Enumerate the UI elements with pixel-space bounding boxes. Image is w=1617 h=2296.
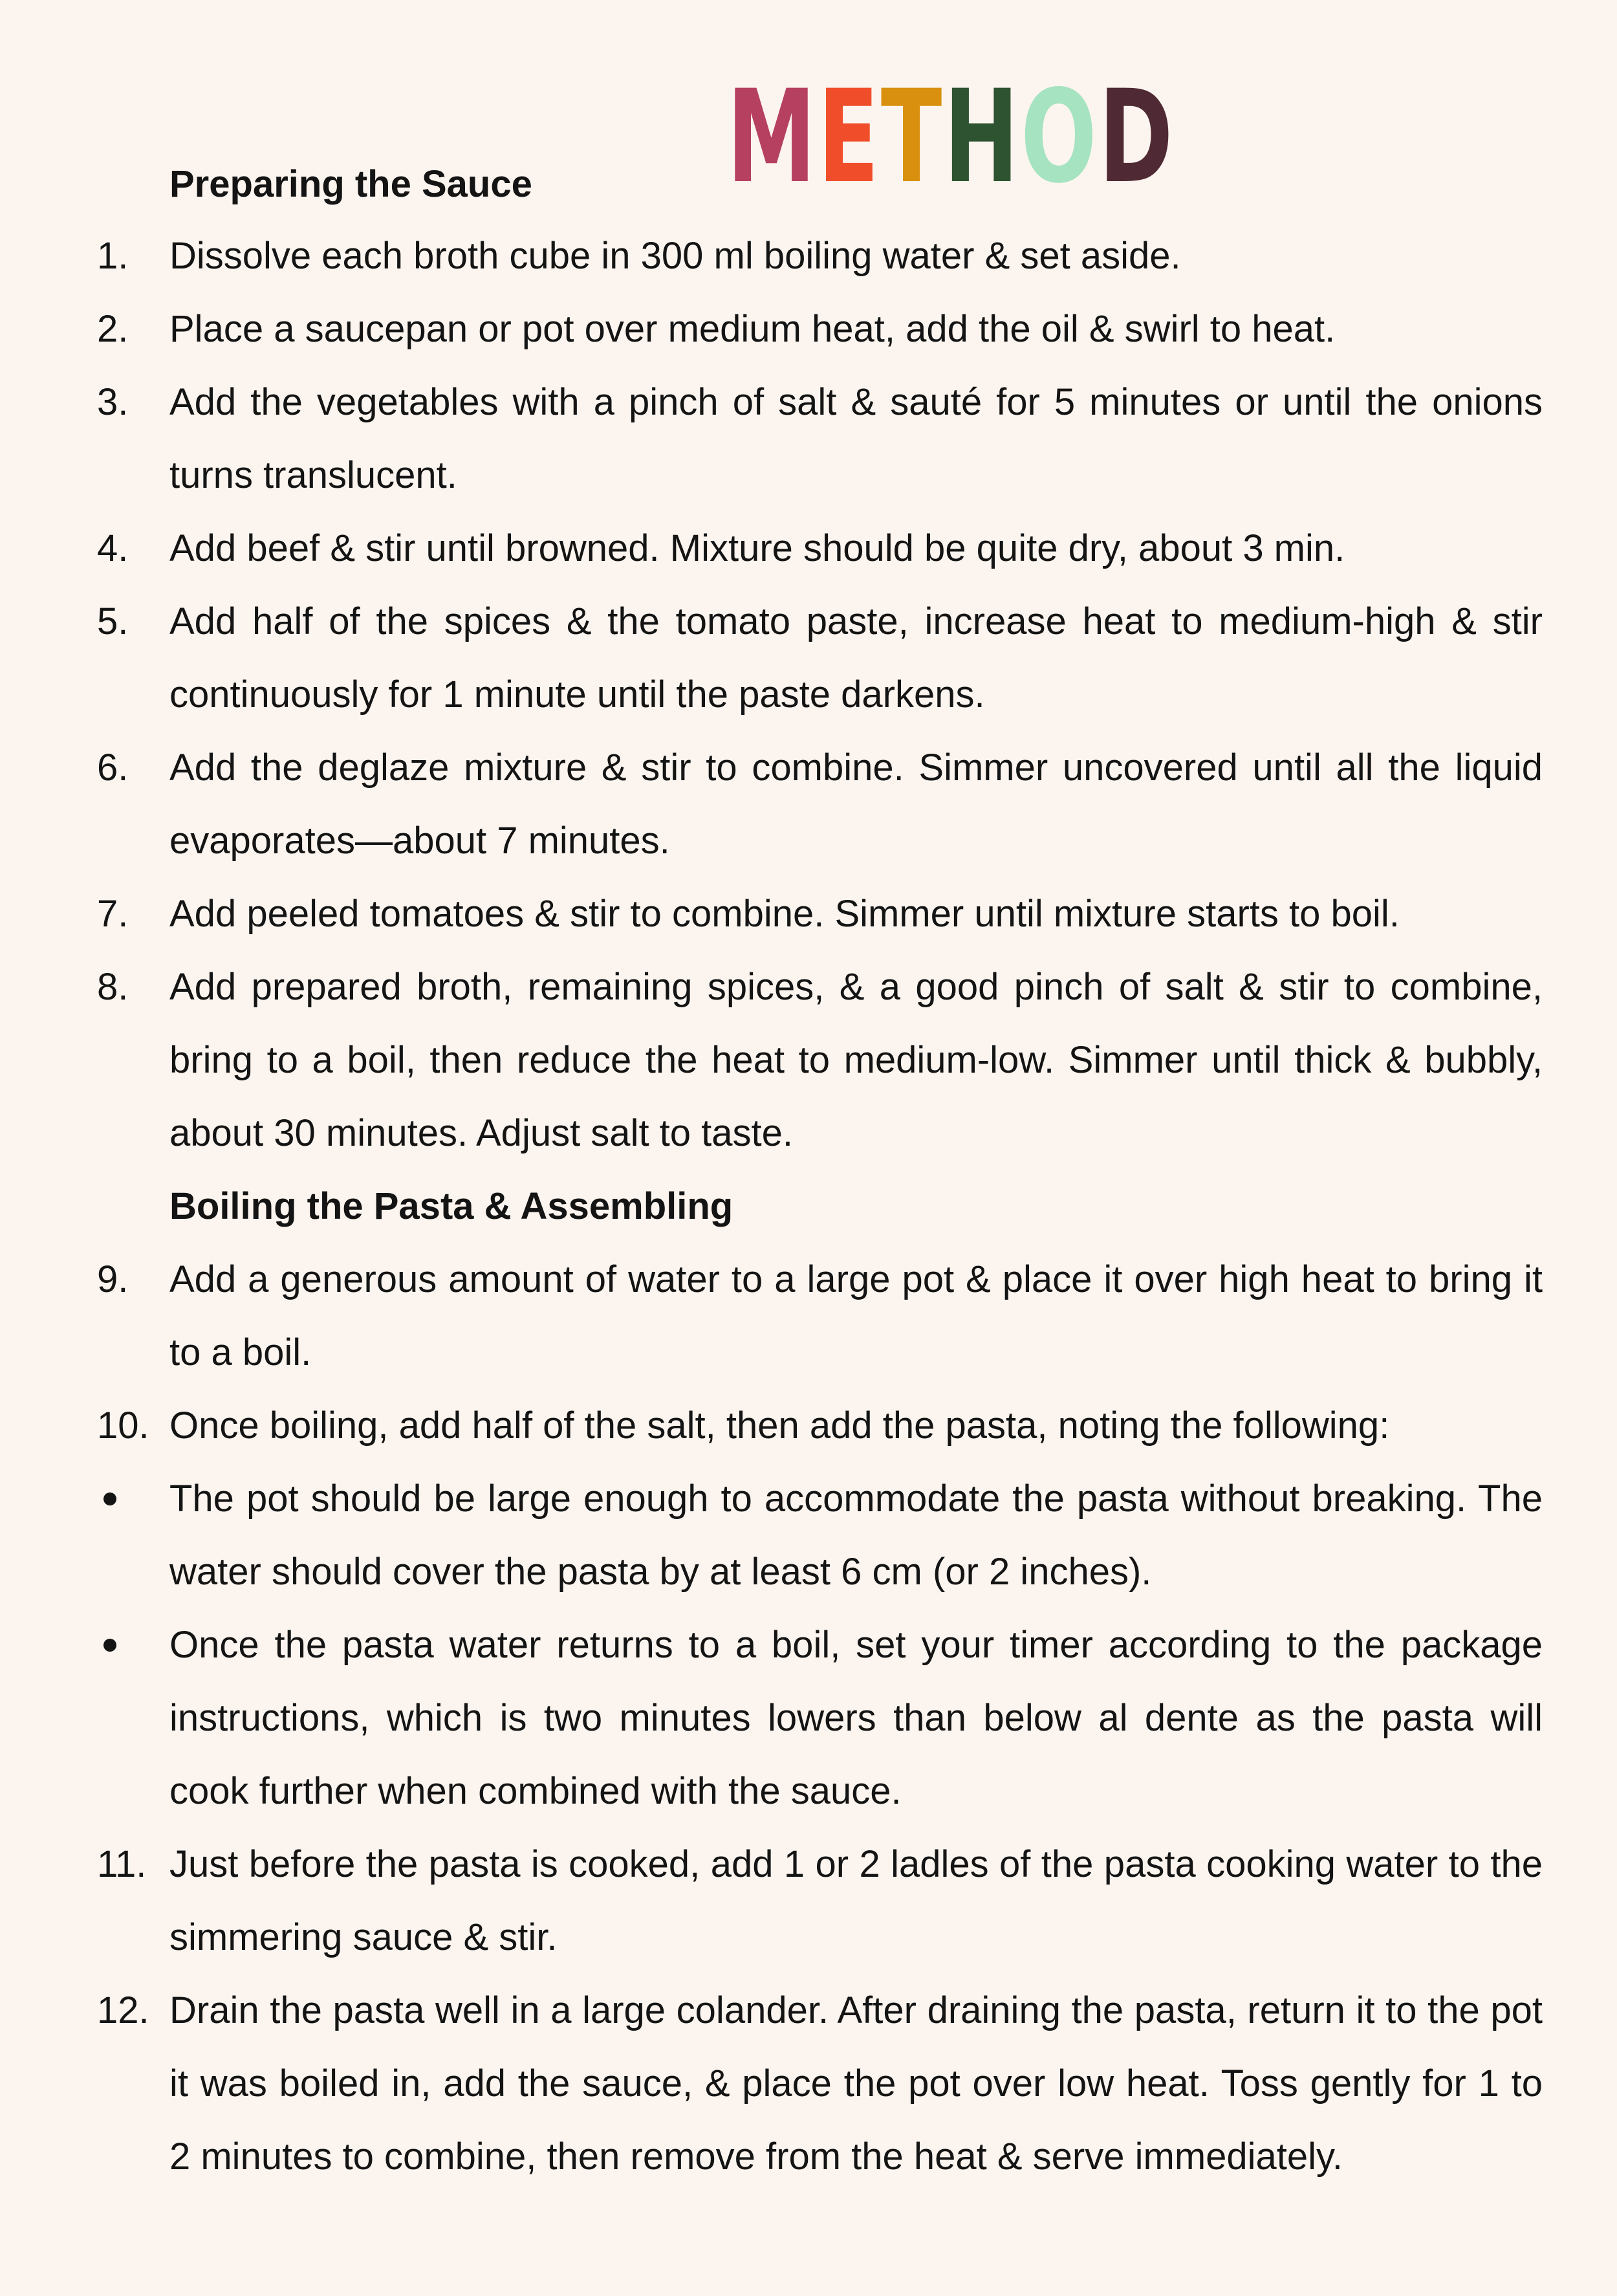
step-1 (97, 220, 1543, 293)
title-letter-o: O (1020, 62, 1099, 212)
step-6 (97, 732, 1543, 878)
step-number: 3. (97, 381, 129, 423)
section-heading-sauce: Preparing the Sauce (169, 163, 532, 205)
step-number: 8. (97, 966, 129, 1008)
step-3 (97, 366, 1543, 512)
step-number: 10. (97, 1405, 149, 1447)
step-text: Dissolve each broth cube in 300 ml boiling water & set aside. (169, 235, 1181, 277)
step-4 (97, 512, 1543, 585)
title-letter-m: M (726, 62, 818, 212)
step-text: Add beef & stir until browned. Mixture should be quite dry, about 3 min. (169, 527, 1345, 569)
step-text: Add peeled tomatoes & stir to combine. Simmer until mixture starts to boil. (169, 893, 1400, 935)
bullet-text: Once the pasta water returns to a boil, set your timer according to the package instructions, which is two minutes lowers than below al dente as the pasta will cook further when combined with the sauce. (169, 1624, 1543, 1812)
step-text: Add the vegetables with a pinch of salt & sauté for 5 minutes or until the onions turns translucent. (169, 381, 1543, 496)
title-letter-h: H (944, 62, 1021, 212)
step-text: Add half of the spices & the tomato paste, increase heat to medium-high & stir continuously for 1 minute until the paste darkens. (169, 600, 1543, 716)
bullet-text: The pot should be large enough to accommodate the pasta without breaking. The water should cover the pasta by at least 6 cm (or 2 inches). (169, 1478, 1543, 1593)
step-number: 5. (97, 600, 129, 642)
title-letter-t: T (880, 62, 944, 212)
step-12 (97, 1974, 1543, 2193)
step-number: 2. (97, 308, 129, 350)
step-5 (97, 585, 1543, 732)
title-letter-d: D (1098, 62, 1175, 212)
step-text: Just before the pasta is cooked, add 1 or 2 ladles of the pasta cooking water to the simmering sauce & stir. (169, 1843, 1543, 1958)
step-number: 4. (97, 527, 129, 569)
step-number: 1. (97, 235, 129, 277)
step-11 (97, 1828, 1543, 1974)
step-number: 6. (97, 747, 129, 789)
step-text: Drain the pasta well in a large colander. After draining the pasta, return it to the pot it was boiled in, add the sauce, & place the pot over low heat. Toss gently for 1 to 2 minutes to combine, then remove from the heat & serve immediately. (169, 1989, 1543, 2178)
step-9 (97, 1243, 1543, 1390)
step-2 (97, 293, 1543, 366)
step-text: Add a generous amount of water to a large pot & place it over high heat to bring it to a boil. (169, 1258, 1543, 1373)
bullet-item-pot-size (97, 1463, 1543, 1609)
step-10 (97, 1390, 1543, 1463)
step-7 (97, 878, 1543, 951)
step-8 (97, 951, 1543, 1170)
bullet-item-timer (97, 1609, 1543, 1828)
step-number: 9. (97, 1258, 129, 1300)
section-heading-pasta: Boiling the Pasta & Assembling (169, 1185, 733, 1227)
method-title (385, 62, 1517, 212)
title-letter-e: E (818, 62, 881, 212)
bullet-icon (103, 1492, 116, 1505)
bullet-icon (103, 1639, 116, 1652)
step-text: Once boiling, add half of the salt, then add the pasta, noting the following: (169, 1405, 1390, 1447)
step-text: Add prepared broth, remaining spices, & a good pinch of salt & stir to combine, bring to a boil, then reduce the heat to medium-low. Simmer until thick & bubbly, about 30 minutes. Adjust salt to taste. (169, 966, 1543, 1154)
step-number: 11. (97, 1843, 147, 1885)
step-text: Add the deglaze mixture & stir to combine. Simmer uncovered until all the liquid evaporates—about 7 minutes. (169, 747, 1543, 862)
step-number: 7. (97, 893, 129, 935)
step-number: 12. (97, 1989, 149, 2031)
step-text: Place a saucepan or pot over medium heat, add the oil & swirl to heat. (169, 308, 1336, 350)
